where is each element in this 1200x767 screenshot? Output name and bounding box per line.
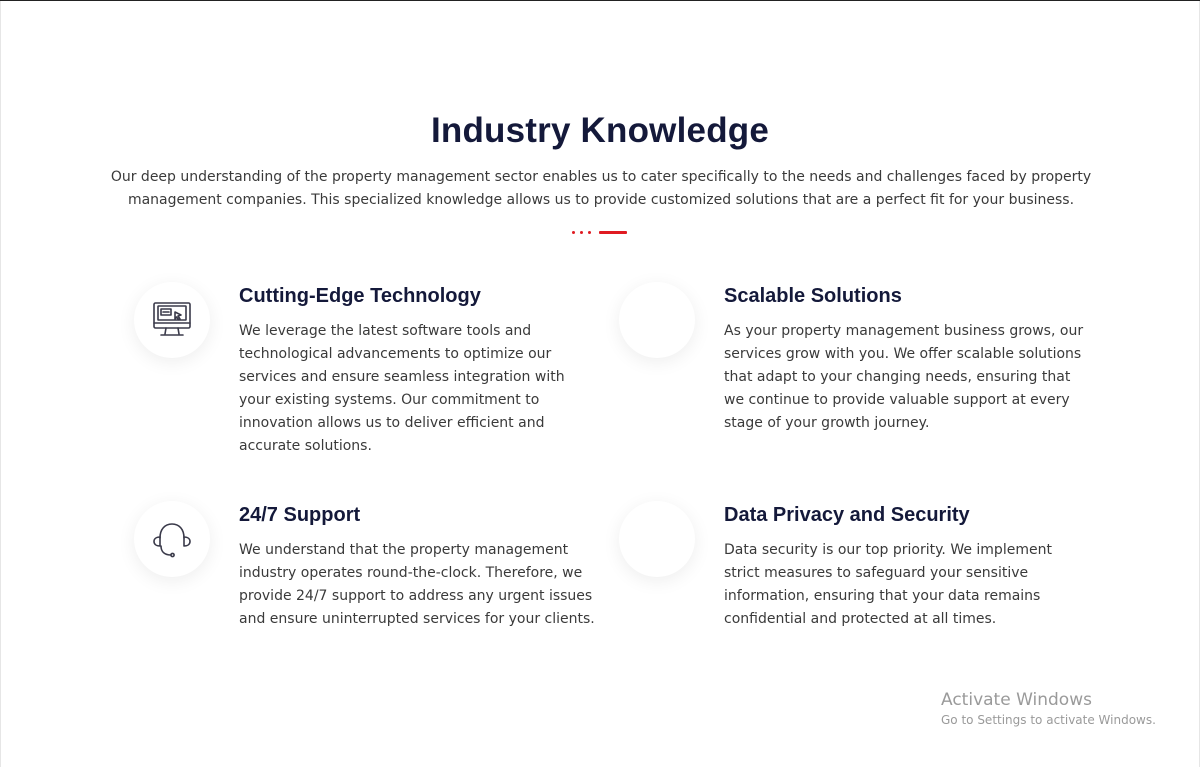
blank-icon: [637, 300, 677, 340]
feature-title: Data Privacy and Security: [724, 504, 970, 526]
activate-windows-watermark: [941, 689, 1156, 729]
feature-text: As your property management business grows, our services grow with you. We offer scalable solutions that adapt to your changing needs, ensuring that we continue to provide valuable support at every stage of your growth journey.: [724, 323, 1084, 431]
divider-dot: [588, 231, 591, 234]
feature-title: Cutting-Edge Technology: [239, 285, 481, 307]
watermark-subtitle: Go to Settings to activate Windows.: [941, 713, 1156, 727]
divider-dot: [572, 231, 575, 234]
feature-icon-circle: [134, 282, 210, 358]
feature-icon-circle: [619, 501, 695, 577]
section-intro: Our deep understanding of the property management sector enables us to cater specifically to the needs and challenges faced by property management companies. This specialized knowledge allows us to provide customized solutions that are a perfect fit for your business.: [110, 169, 1092, 208]
section-title: Industry Knowledge: [430, 111, 770, 150]
monitor-icon: [152, 300, 192, 340]
page: [0, 1, 1200, 767]
blank-icon: [637, 519, 677, 559]
watermark-title: Activate Windows: [941, 690, 1092, 710]
feature-text: Data security is our top priority. We implement strict measures to safeguard your sensitive information, ensuring that your data remains confidential and protected at all times.: [724, 542, 1052, 627]
divider-bar: [599, 231, 627, 234]
feature-icon-circle: [619, 282, 695, 358]
feature-title: Scalable Solutions: [724, 285, 902, 307]
headset-icon: [152, 519, 192, 559]
feature-title: 24/7 Support: [239, 504, 361, 526]
feature-text: We leverage the latest software tools and technological advancements to optimize our services and ensure seamless integration with your existing systems. Our commitment to innovation allows us to deliver efficient and accurate solutions.: [239, 323, 565, 454]
feature-icon-circle: [134, 501, 210, 577]
divider-dot: [580, 231, 583, 234]
feature-text: We understand that the property management industry operates round-the-clock. Therefore, we provide 24/7 support to address any urgent issues and ensure uninterrupted services for your clients.: [239, 542, 595, 627]
title-divider: [572, 230, 628, 234]
